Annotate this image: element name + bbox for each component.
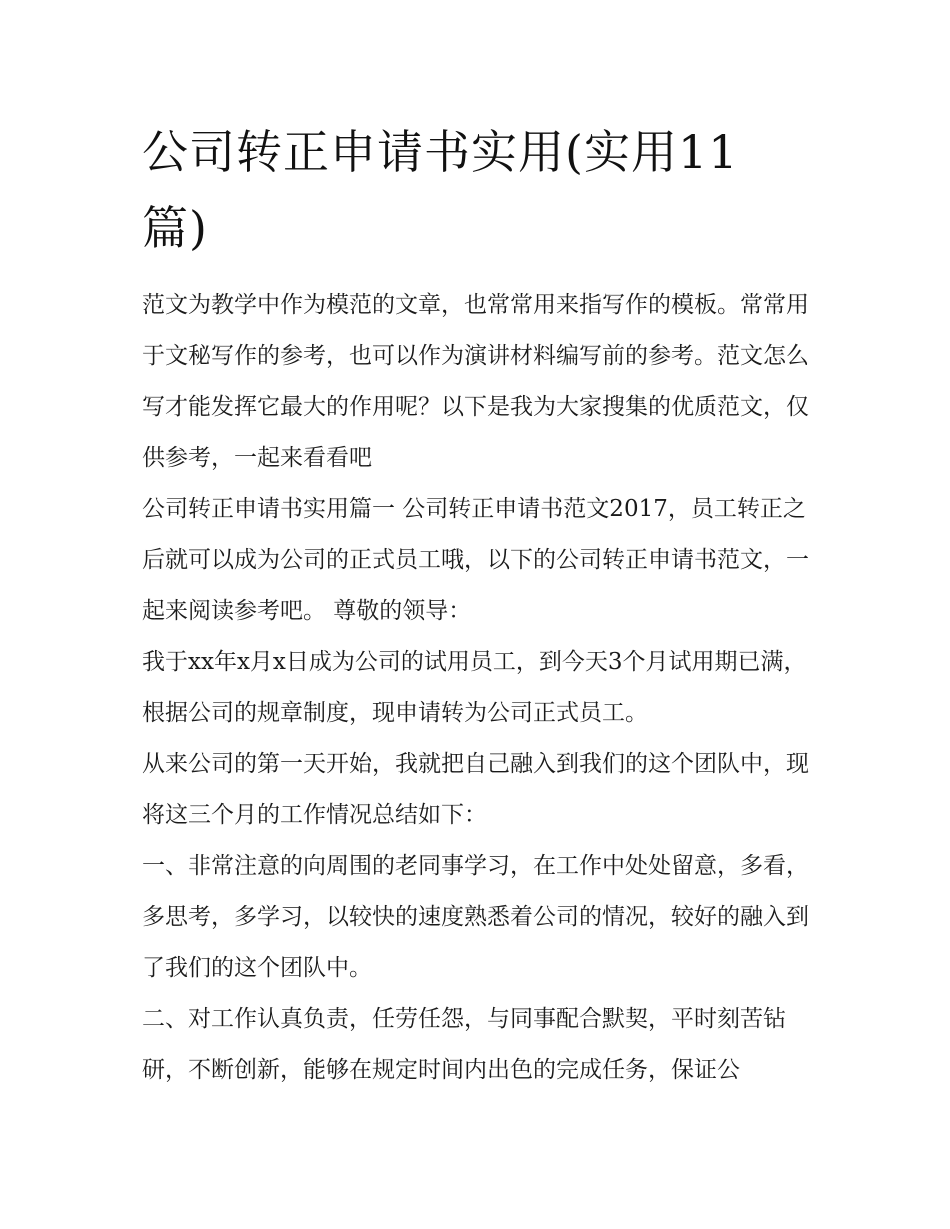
paragraph-intro: 范文为教学中作为模范的文章，也常常用来指写作的模板。常常用于文秘写作的参考，也可以作为演讲材料编写前的参考。范文怎么写才能发挥它最大的作用呢？以下是我为大家搜集的优质范文，仅供参考，一起来看看吧 [142,292,809,471]
paragraph-section-one: 公司转正申请书实用篇一 公司转正申请书范文2017，员工转正之后就可以成为公司的正式员工哦，以下的公司转正申请书范文，一起来阅读参考吧。 尊敬的领导： [142,496,809,624]
paragraph-point-two: 二、对工作认真负责，任劳任怨，与同事配合默契，平时刻苦钻研，不断创新，能够在规定时间内出色的完成任务，保证公 [142,1006,786,1083]
paragraph-list [142,280,814,1096]
document-title: 公司转正申请书实用(实用11篇) [142,125,739,255]
paragraph-point-one: 一、非常注意的向周围的老同事学习，在工作中处处留意，多看，多思考，多学习，以较快的速度熟悉着公司的情况，较好的融入到了我们的这个团队中。 [142,853,809,981]
paragraph-probation: 我于xx年x月x日成为公司的试用员工，到今天3个月试用期已满，根据公司的规章制度，现申请转为公司正式员工。 [142,649,807,726]
document-body [142,114,814,1096]
paragraph-team: 从来公司的第一天开始，我就把自己融入到我们的这个团队中，现将这三个月的工作情况总结如下： [142,751,809,828]
